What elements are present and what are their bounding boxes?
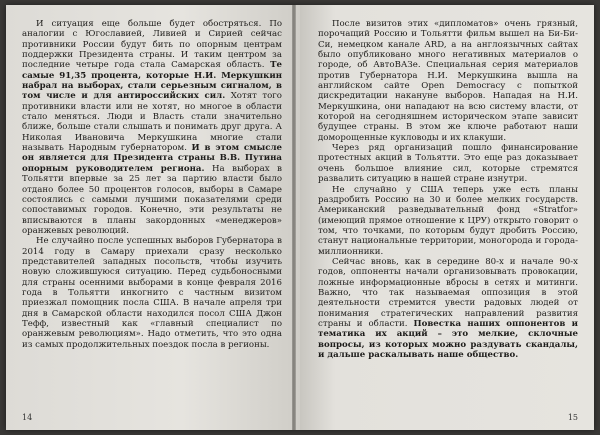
text-run: Сейчас вновь, как в середине 80-х и начале 90-х годов, оппоненты начали организовывать провокации, ложные информационные вбросы в сетях и митинги. Важно, что так называемая оппозиция в этой деятельности стремится увести радовых людей от понимания стратегических направлений развития страны и области. xyxy=(318,256,578,329)
right-page xyxy=(300,5,594,430)
left-page-text xyxy=(22,19,282,350)
bold-text-run: И в этом смысле он является для Президента страны В.В. Путина опорным руководителем региона. xyxy=(22,143,282,174)
text-run: После визитов этих «дипломатов» очень грязный, порочащий Россию и Тольятти фильм вышел на Би-Би-Си, немецком канале ARD, а на англоязычных сайтах было опубликовано много негативных материалов о городе, об АвтоВАЗе. Специальная серия материалов против Губернатора Н.И. Меркушкина вышла на английском сайте Open Democracy с попыткой дискредитации накануне выборов. Нападая на Н.И. Меркушкина, они нападают на всю систему власти, от которой на сегодняшнем историческом этапе зависит будущее страны. В этом же ключе работают наши доморощенные кукловоды и их клакуши. xyxy=(318,19,578,143)
paragraph xyxy=(22,19,282,236)
bold-text-run: Те самые 91,35 процента, которые Н.И. Меркушкин набрал на выборах, стали серьезным сигналом, в том числе и для антироссийских сил. xyxy=(22,60,282,102)
book-gutter xyxy=(292,5,296,430)
bold-text-run: Повестка наших оппонентов и тематика их акций – это мелкие, склочные вопросы, из которых можно раздувать скандалы, и дальше раскалывать наше общество. xyxy=(318,318,578,360)
left-page-number: 14 xyxy=(22,413,33,422)
text-run: Не случайно у США теперь уже есть планы раздробить Россию на 30 и более мелких государств. Американский разведывательный фонд «Stratfor» (имеющий прямое отношение к ЦРУ) открыто говорит о том, что точками, по которым будут дробить Россию, станут национальные территории, моногорода и города-миллионники. xyxy=(318,184,578,257)
paragraph xyxy=(318,19,578,143)
right-page-number: 15 xyxy=(567,413,578,422)
text-run: И ситуация еще больше будет обостряться. По аналогии с Югославией, Ливией и Сирией сейчас противники России будут бить по опорным центрам поддержки Президента страны. И таким центром за последние четыре года стала Самарская область. xyxy=(22,19,282,71)
text-run: Через ряд организаций пошло финансирование протестных акций в Тольятти. Это еще раз доказывает очень большое влияние сил, которые стремятся развалить ситуацию в нашей стране изнутри. xyxy=(318,143,578,185)
paragraph xyxy=(22,236,282,350)
left-page xyxy=(6,5,300,430)
text-run: Не случайно после успешных выборов Губернатора в 2014 году в Самару приехали сразу несколько представителей западных посольств, чтобы изучить новую сложившуюся ситуацию. Перед судьбоносными для страны осенними выборами в конце февраля 2016 года в Тольятти инкогнито с частным визитом приезжал помощник посла США. В начале апреля три дня в Самарской области находился посол США Джон Тефф, известный как «главный специалист по оранжевым революциям». Надо отметить, что это одна из самых продолжительных поездок посла в регионы. xyxy=(22,236,282,350)
paragraph xyxy=(318,143,578,184)
book-spread xyxy=(6,5,594,430)
right-page-text xyxy=(318,19,578,360)
text-run: Хотят того противники власти или не хотят, но многое в области стало меняться. Люди и Власть стали значительно ближе, больше стали слышать и понимать друг друга. А Николая Ивановича Меркушкина многие стали называть Народным губернатором. xyxy=(22,91,282,154)
paragraph xyxy=(318,257,578,360)
text-run: На выборах в Тольятти впервые за 25 лет за партию власти было отдано более 50 процентов голосов, выборы в Самаре состоялись с самыми лучшими показателями среди сопоставимых городов. Конечно, эти результаты не вписываются в планы закордонных «менеджеров» оранжевых революций. xyxy=(22,163,282,236)
paragraph xyxy=(318,185,578,257)
